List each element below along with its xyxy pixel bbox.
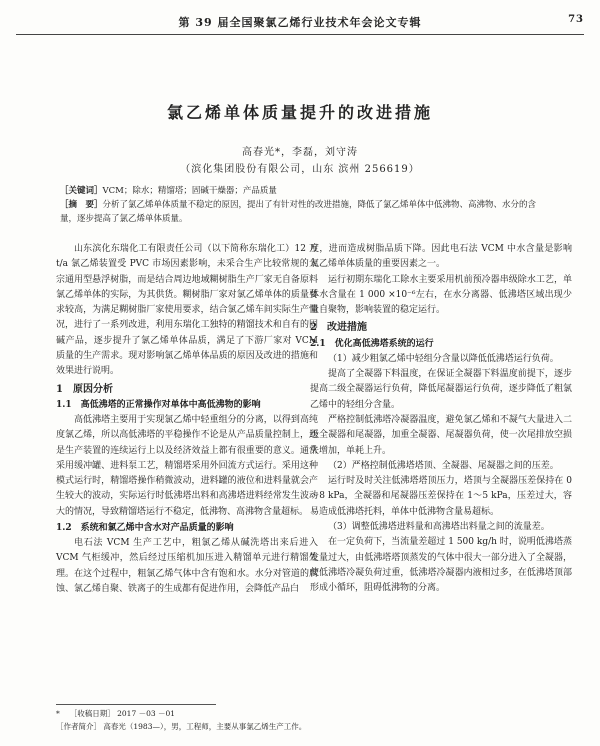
water-removal-paragraph: 运行初期东瑞化工除水主要采用机前预冷器串级除水工艺，单体水含量在 1 000 ×10⁻⁶左右，在水分离器、低沸塔区域出现少量自聚物，影响装置的稳定运行。 — [310, 274, 572, 316]
measure-1-heading: （1）减少粗氯乙烯中轻组分含量以降低低沸塔运行负荷。 — [328, 353, 559, 364]
measure-2-paragraph: 运行时及时关注低沸塔塔顶压力，塔顶与全凝器压差保持在 0～8 kPa，全凝器和尾凝器压差保持在 1～5 kPa，压差过大，容易造成低沸塔托料，单体中低沸物含量易超标。 — [310, 476, 572, 517]
section-1-1-heading: 1.1 高低沸塔的正常操作对单体中高低沸物的影响 — [56, 399, 261, 410]
right-column — [310, 242, 572, 597]
article-authors: 高春光*，李磊，刘守涛 — [242, 147, 358, 158]
page-number: 73 — [568, 14, 584, 25]
left-column — [56, 242, 318, 597]
received-date: ［收稿日期］ 2017 －03 －01 — [69, 709, 176, 718]
section-2-heading: 2 改进措施 — [310, 322, 367, 334]
section-2-1-heading: 2.1 优化高低沸塔系统的运行 — [310, 338, 434, 349]
section-1-2-heading: 1.2 系统和氯乙烯中含水对产品质量的影响 — [56, 523, 234, 534]
abstract-line — [60, 198, 544, 226]
intro-paragraph: 山东滨化东瑞化工有限责任公司（以下简称东瑞化工）12 万 t/a 氯乙烯装置受 PVC 市场因素影响，未采合生产比较常规的大宗通用型悬浮树脂，而是结合周边地域糊树脂生产厂家无自备原料氯乙烯单体的实际，为其供货。糊树脂厂家对氯乙烯单体的质量要求较高，为满足糊树脂厂家使用要求，结合氯乙烯车间实际生产情况，进行了一系列改进，利用东瑞化工独特的精馏技术和自有的固碱产品，逐步提升了氯乙烯单体品质，满足了下游厂家对 VCM 质量的生产需求。现对影响氯乙烯单体品质的原因及改进的措施和效果进行说明。 — [56, 244, 318, 377]
measure-2-heading: （2）严格控制低沸塔塔顶、全凝器、尾凝器之间的压差。 — [328, 460, 559, 471]
article-title: 氯乙烯单体质量提升的改进措施 — [166, 103, 433, 122]
running-title: 第 39 届全国聚氯乙烯行业技术年会论文专辑 — [178, 16, 422, 29]
author-bio-note: ［作者简介］ 高春光（1983—），男，工程师，主要从事氯乙烯生产工作。 — [56, 722, 307, 731]
keywords-line — [60, 184, 544, 198]
measure-3-paragraph: 在一定负荷下，当流量差超过 1 500 kg/h 时，说明低沸塔蒸发量过大，由低沸塔塔顶蒸发的气体中很大一部分进入了全凝器，使低沸塔冷凝负荷过重，低沸塔冷凝器内液相过多，在低沸塔顶部形成小循环，阻碍低沸物的分离。 — [310, 537, 572, 594]
article-affiliation: （滨化集团股份有限公司，山东 滨州 256619） — [180, 164, 420, 175]
abstract-label: ［摘 要］ — [60, 200, 103, 210]
section-1-2-paragraph: 电石法 VCM 生产工艺中，粗氯乙烯从碱洗塔出来后进入 VCM 气柜缓冲，然后经过压缩机加压进入精馏单元进行精馏处理。在这个过程中，粗氯乙烯气体中含有饱和水。水分对管道的腐蚀、氯乙烯自聚、铁离子的生成都有促进作用，会降低产品白 — [56, 538, 318, 594]
keywords-text: VCM；除水；精馏塔；固碱干燥器；产品质量 — [102, 186, 277, 196]
measure-1-paragraph-a: 提高了全凝器下料温度，在保证全凝器下料温度前提下，逐步提高二级全凝器运行负荷，降低尾凝器运行负荷，逐步降低了粗氯乙烯中的轻组分含量。 — [310, 369, 572, 410]
keywords-label: ［关键词］ — [60, 186, 103, 196]
abstract-text: 分析了氯乙烯单体质量不稳定的原因，提出了有针对性的改进措施，降低了氯乙烯单体中低沸物、高沸物、水分的含量，逐步提高了氯乙烯单体质量。 — [60, 200, 537, 224]
continued-paragraph: 度，进而造成树脂品质下降。因此电石法 VCM 中水含量是影响氯乙烯单体质量的重要因素之一。 — [310, 244, 572, 270]
footnote-marker: * — [56, 709, 60, 718]
measure-3-heading: （3）调整低沸塔进料量和高沸塔出料量之间的流量差。 — [328, 522, 550, 533]
received-date-note — [56, 707, 576, 720]
footnote-divider — [56, 704, 216, 705]
footnotes — [56, 707, 576, 733]
abstract-block — [60, 184, 544, 226]
section-1-heading: 1 原因分析 — [56, 383, 113, 395]
running-header — [16, 14, 584, 35]
section-1-1-paragraph: 高低沸塔主要用于实现氯乙烯中轻重组分的分离，以得到高纯度氯乙烯，所以高低沸塔的平稳操作不论是从产品质量控制上，还是生产装置的连续运行上以及经济效益上都有很重要的意义。通常采用缓冲罐、进料泵工艺，精馏塔采用外回流方式运行。采用这种模式运行时，精馏塔操作稍微波动，进料罐的液位和进料量就会产生较大的波动，实际运行时低沸塔出料和高沸塔进料经常发生波动大的情况，导致精馏塔运行不稳定，低沸物、高沸物含量超标。 — [56, 414, 318, 517]
measure-1-paragraph-b: 严格控制低沸塔冷凝器温度，避免氯乙烯和不凝气大量进入二级全凝器和尾凝器，加重全凝器、尾凝器负荷，使一次尾排放空损失增加，单耗上升。 — [310, 414, 572, 456]
